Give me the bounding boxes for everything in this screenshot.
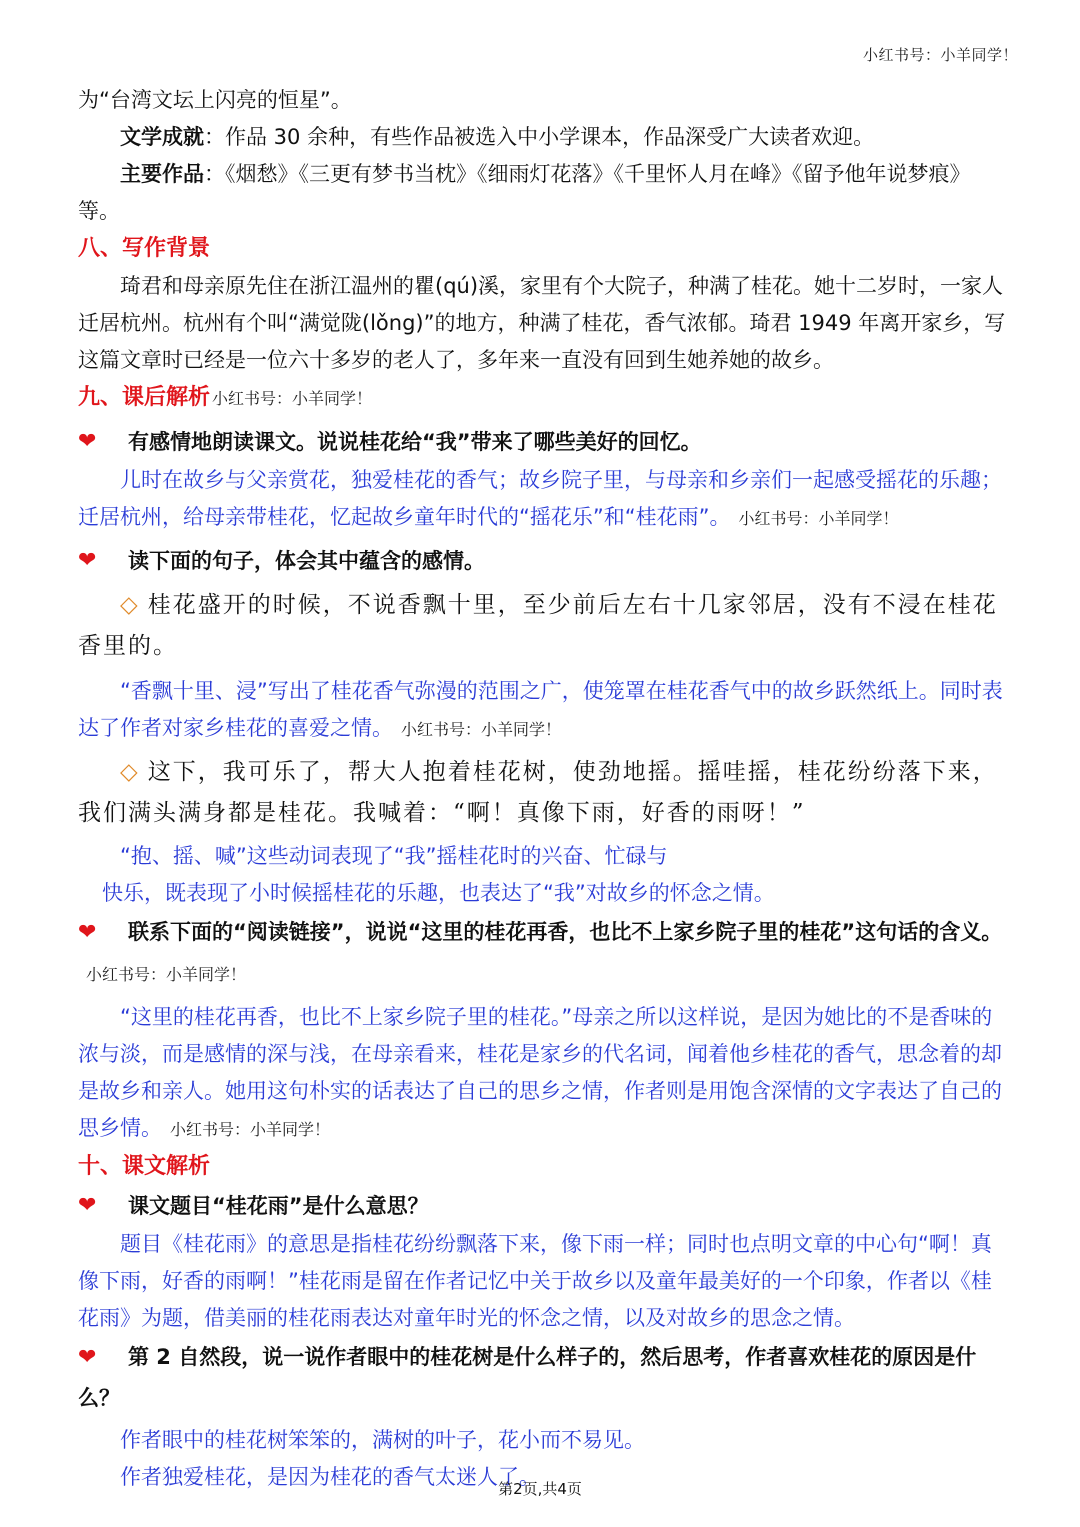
section10-title: 十、课文解析 [78,1154,211,1179]
question-3-text: 联系下面的“阅读链接”，说说“这里的桂花再香，也比不上家乡院子里的桂花”这句话的含义。 [128,920,1003,944]
answer-2-text: “香飘十里、浸”写出了桂花香气弥漫的范围之广，使笼罩在桂花香气中的故乡跃然纸上。同时表达了作者对家乡桂花的喜爱之情。 [78,679,1003,740]
achievement-label: 文学成就 [120,125,204,149]
question-2-text: 读下面的句子，体会其中蕴含的感情。 [128,549,485,573]
question-1 [78,422,1008,462]
heart-icon: ❤ [78,1193,97,1218]
section8-title: 八、写作背景 [78,236,211,261]
heart-icon: ❤ [78,920,97,945]
works-label: 主要作品 [120,162,204,186]
author-line-tail: 为“台湾文坛上闪亮的恒星”。 [78,88,352,112]
section9-title: 九、课后解析 [78,385,211,410]
page-footer: 第2页,共4页 [498,1480,582,1498]
answer-6-line-2: 作者独爱桂花，是因为桂花的香气太迷人了。 [120,1465,540,1489]
question-4 [78,1186,1008,1226]
header-watermark: 小红书号：小羊同学！ [862,46,1018,64]
answer-3-line-2: 快乐，既表现了小时候摇桂花的乐趣，也表达了“我”对故乡的怀念之情。 [102,881,775,905]
heart-icon: ❤ [78,429,97,454]
works-text: ：《烟愁》《三更有梦书当枕》《细雨灯花落》《千里怀人月在峰》《留予他年说梦痕》等。 [78,162,971,223]
question-1-text: 有感情地朗读课文。说说桂花给“我”带来了哪些美好的回忆。 [128,430,702,454]
inline-watermark: 小红书号：小羊同学！ [86,965,247,984]
answer-4 [78,999,1008,1148]
answer-4-text: “这里的桂花再香，也比不上家乡院子里的桂花。”母亲之所以这样说，是因为她比的不是香味的浓与淡，而是感情的深与浅，在母亲看来，桂花是家乡的代名词，闻着他乡桂花的香气，思念着的却是故乡和亲人。她用这句朴实的话表达了自己的思乡之情，作者则是用饱含深情的文字表达了自己的思乡情。 [78,1005,1002,1140]
diamond-icon: ◇ [120,592,140,618]
question-4-text: 课文题目“桂花雨”是什么意思？ [128,1194,429,1218]
quote-2 [78,752,1008,834]
answer-6-line-1: 作者眼中的桂花树笨笨的，满树的叶子，花小而不易见。 [120,1428,645,1452]
heart-icon: ❤ [78,1345,97,1370]
section9-heading [78,379,1008,418]
heart-icon: ❤ [78,548,97,573]
answer-1 [78,462,1008,537]
answer-2 [78,673,1008,748]
question-5 [78,1337,1008,1418]
question-3 [78,912,1008,995]
question-2 [78,541,1008,581]
answer-1-text: 儿时在故乡与父亲赏花，独爱桂花的香气；故乡院子里，与母亲和乡亲们一起感受摇花的乐趣；迁居杭州，给母亲带桂花，忆起故乡童年时代的“摇花乐”和“桂花雨”。 [78,468,1002,529]
inline-watermark: 小红书号：小羊同学！ [401,720,562,739]
author-achievement [78,119,1008,156]
page-content [78,82,1008,1496]
quote-1-text: 桂花盛开的时候，不说香飘十里，至少前后左右十几家邻居，没有不浸在桂花香里的。 [78,592,998,659]
achievement-text: ：作品 30 余种，有些作品被选入中小学课本，作品深受广大读者欢迎。 [204,125,875,149]
inline-watermark: 小红书号：小羊同学！ [212,389,373,408]
inline-watermark: 小红书号：小羊同学！ [738,509,899,528]
quote-2-text: 这下，我可乐了，帮大人抱着桂花树，使劲地摇。摇哇摇，桂花纷纷落下来，我们满头满身都是桂花。我喊着：“啊！真像下雨，好香的雨呀！” [78,759,998,826]
answer-5: 题目《桂花雨》的意思是指桂花纷纷飘落下来，像下雨一样；同时也点明文章的中心句“啊！真像下雨，好香的雨啊！”桂花雨是留在作者记忆中关于故乡以及童年最美好的一个印象，作者以《桂花雨》为题，借美丽的桂花雨表达对童年时光的怀念之情，以及对故乡的思念之情。 [78,1232,992,1330]
author-works [78,156,1008,230]
question-5-text: 第 2 自然段，说一说作者眼中的桂花树是什么样子的，然后思考，作者喜欢桂花的原因是什么？ [78,1345,977,1410]
section8-text: 琦君和母亲原先住在浙江温州的瞿(qú)溪，家里有个大院子，种满了桂花。她十二岁时，一家人迁居杭州。杭州有个叫“满觉陇(lǒng)”的地方，种满了桂花，香气浓郁。琦君 1949 年离开家乡，写这篇文章时已经是一位六十多岁的老人了，多年来一直没有回到生她养她的故乡。 [78,274,1006,372]
inline-watermark: 小红书号：小羊同学！ [170,1120,331,1139]
answer-3-line-1: “抱、摇、喊”这些动词表现了“我”摇桂花时的兴奋、忙碌与 [120,844,668,868]
quote-1 [78,585,1008,667]
diamond-icon: ◇ [120,759,140,785]
